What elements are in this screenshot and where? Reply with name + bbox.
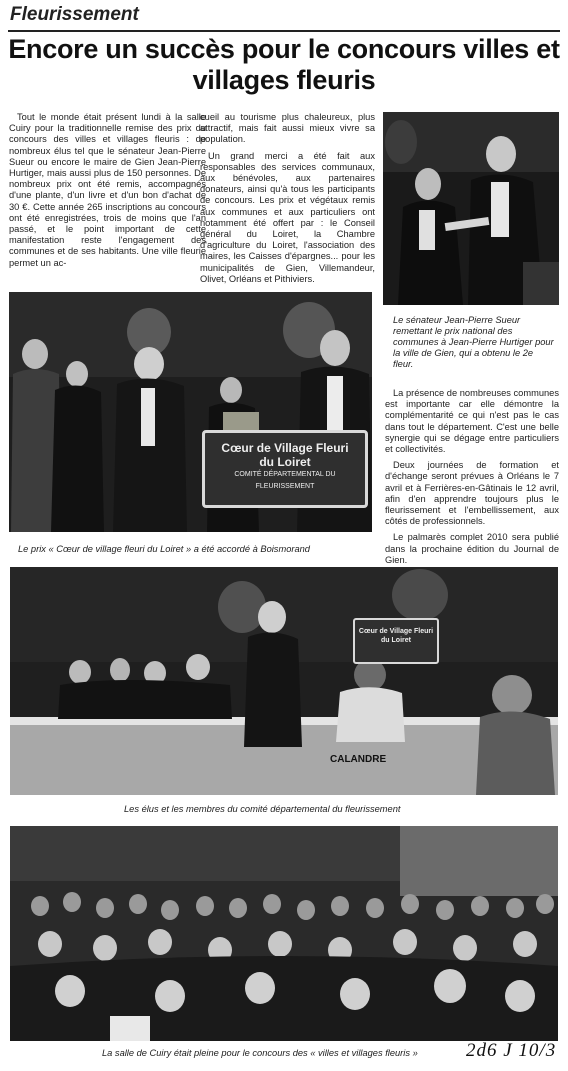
paragraph: Un grand merci a été fait aux responsables des services communaux, aux bénévoles, aux partenaires donateurs, ainsi qu'à tous les participants de concours. Les prix et végétaux remis aux communes et aux particuliers ont notamment été offert par : le Conseil général du Loiret, la Chambre d'agriculture du Loiret, l'association des maires, les Caisses d'épargnes... pour les municipalités de Gien, Villemandeur, Olivet, Orléans et Pithiviers. — [200, 150, 375, 284]
sign2-line-1: Cœur de Village Fleuri — [358, 628, 434, 635]
headline: Encore un succès pour le concours villes et villages fleuris — [8, 34, 560, 95]
sign-line-2: du Loiret — [259, 455, 311, 469]
paragraph: La présence de nombreuses communes est importante car elle démontre la complémentarité ce qui n'est pas le cas dans tout le département. C'est une belle synergie qui se dégage entre particuliers et collectivités. — [385, 388, 559, 455]
photo-audience-image — [10, 826, 558, 1041]
sign-line-3: COMITÉ DÉPARTEMENTAL DU FLEURISSEMENT — [234, 471, 336, 490]
paragraph: Le palmarès complet 2010 sera publié dans la prochaine édition du Journal de Gien. — [385, 532, 559, 565]
paragraph: cueil au tourisme plus chaleureux, plus attractif, mais fait aussi mieux vivre sa population. — [200, 112, 375, 145]
photo-boismorand-group — [9, 292, 372, 532]
sign2-line-2: du Loiret — [381, 637, 411, 644]
photo-elected-officials — [10, 567, 558, 795]
caption-photo-3: Les élus et les membres du comité départemental du fleurissement — [124, 804, 401, 814]
caption-photo-1: Le sénateur Jean-Pierre Sueur remettant le prix national des communes à Jean-Pierre Hurtiger pour la ville de Gien, qui a obtenu le 2e fleur. — [393, 315, 554, 369]
sign-line-1: Cœur de Village Fleuri — [221, 441, 349, 455]
photo-prize-handover — [383, 112, 559, 305]
section-rubric: Fleurissement — [10, 4, 139, 25]
photo-prize-handover-image — [383, 112, 559, 305]
photo-officials-image — [10, 567, 558, 795]
caption-photo-2: Le prix « Cœur de village fleuri du Loiret » a été accordé à Boismorand — [18, 544, 310, 554]
village-sign-board — [202, 430, 368, 508]
article-column-middle — [200, 112, 375, 292]
article-column-right — [385, 388, 559, 565]
photo-audience — [10, 826, 558, 1041]
banner-text: CALANDRE — [330, 754, 387, 765]
header-rule — [8, 30, 560, 32]
paragraph: Deux journées de formation et d'échange seront prévues à Orléans le 7 avril et à Ferrières-en-Gâtinais le 12 avril, afin d'en apprendre toujours plus le fleurissement et l'embellissement, aux côtés de professionnels. — [385, 460, 559, 527]
paragraph: Tout le monde était présent lundi à la salle Cuiry pour la traditionnelle remise des prix du concours des villes et villages fleuris : de nombreux élus tel que le sénateur Jean-Pierre Sueur ou encore le maire de Gien Jean-Pierre Hurtiger, mais aussi plus de 150 personnes. De nombreux prix ont été remis, accompagnés d'une plante, d'un livre et d'un bon d'achat de 30 €. Cette année 265 inscriptions au concours ont été enregistrées, trois de moins que l'an passé, et le point important de cette manifestation reste l'engagement des communes et de ses habitants. Une ville fleurie permet un ac- — [9, 112, 206, 268]
village-sign-board-2 — [353, 618, 439, 664]
caption-photo-4: La salle de Cuiry était pleine pour le concours des « villes et villages fleuris » — [102, 1048, 418, 1058]
article-column-left — [9, 112, 206, 292]
handwritten-date-note: 2d6 J 10/3 — [466, 1040, 557, 1061]
